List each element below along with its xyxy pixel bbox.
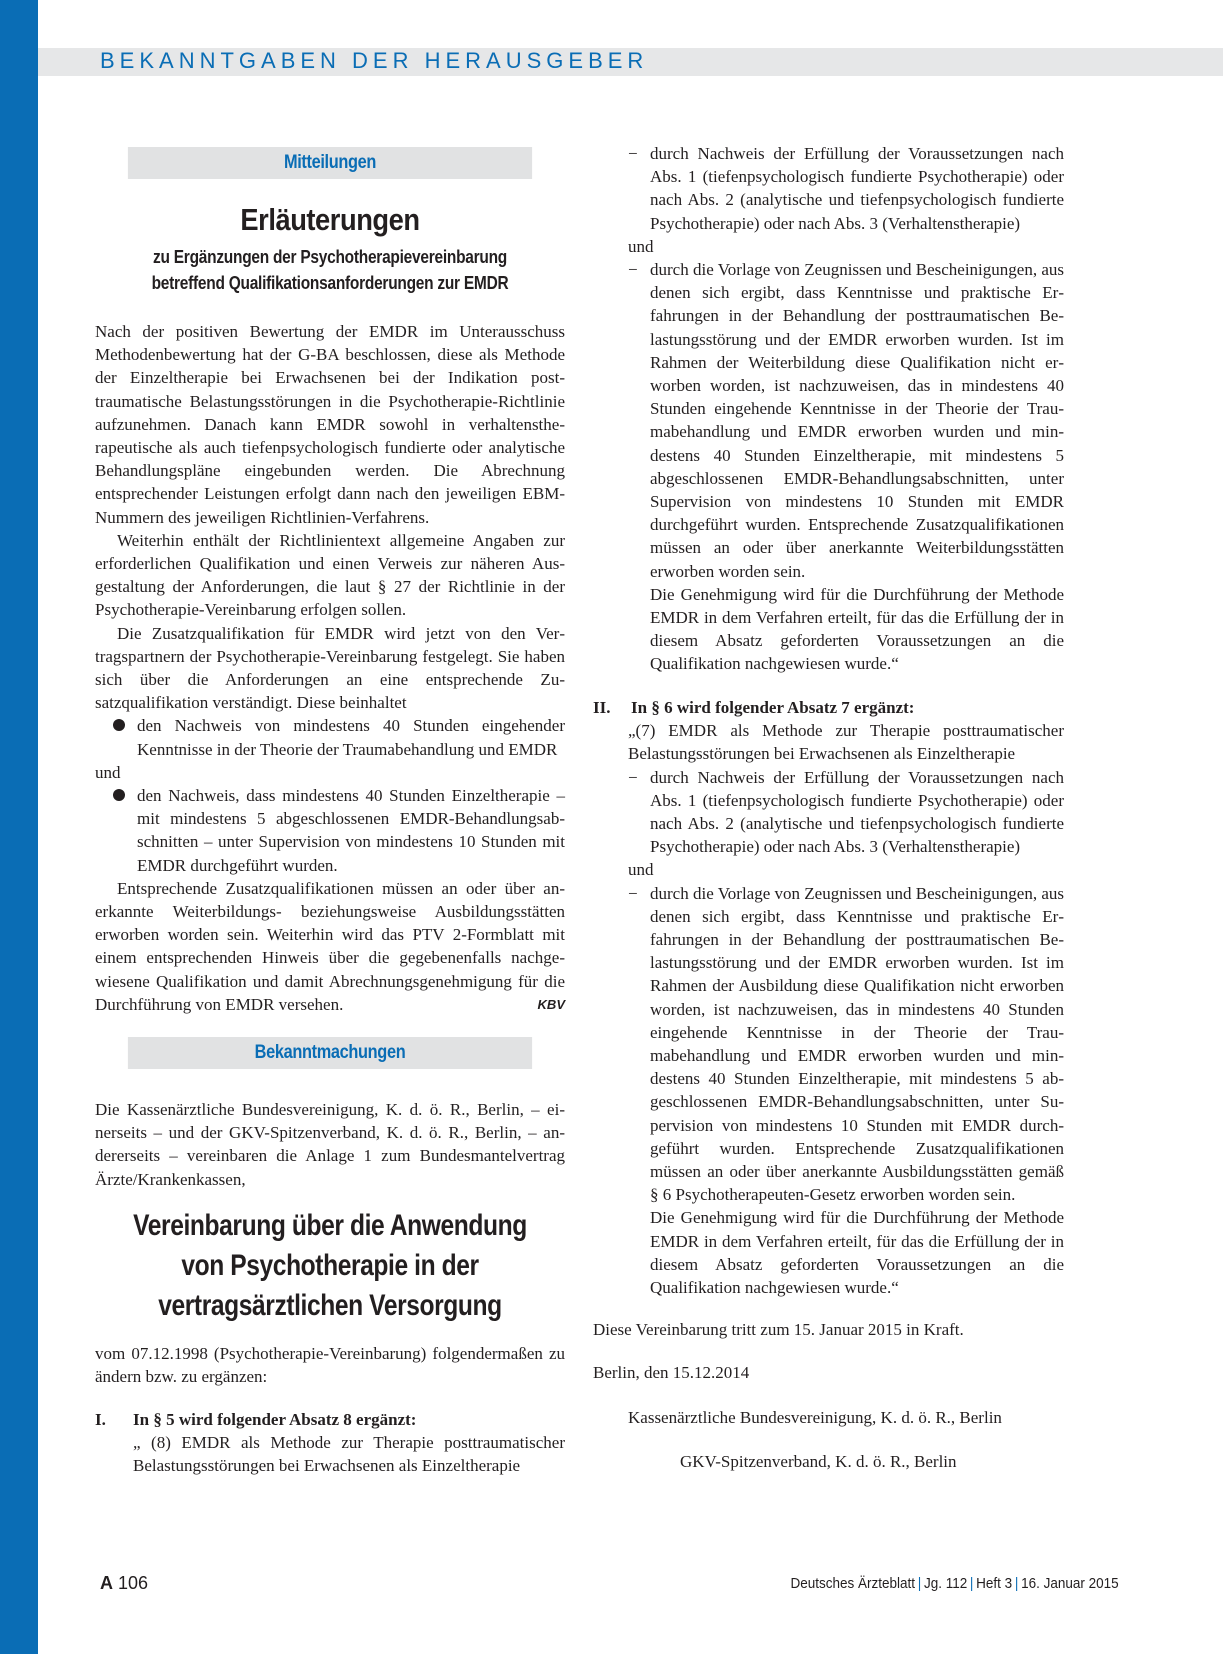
bullet-text: den Nachweis von mindestens 40 Stunden eingehender Kenntnisse in der Theorie der Traumabehandlung und EMDR: [137, 716, 565, 759]
journal-citation: Deutsches Ärzteblatt | Jg. 112 | Heft 3 | 16. Januar 2015: [790, 1575, 1119, 1592]
section-number: II.: [593, 698, 611, 717]
bullet-item: [95, 784, 565, 877]
journal-volume: Jg. 112: [924, 1575, 968, 1592]
section-heading-text: In § 6 wird folgender Absatz 7 ergänzt:: [631, 698, 915, 717]
page-number-value: 106: [118, 1573, 149, 1593]
right-column-top: [628, 142, 1064, 676]
journal-issue: Heft 3: [976, 1575, 1013, 1592]
page-prefix: A: [100, 1573, 113, 1593]
journal-name: Deutsches Ärzteblatt: [790, 1575, 916, 1592]
section-2: [593, 696, 1064, 1299]
dash-item: [628, 766, 1064, 859]
article-title: Erläuterungen: [240, 202, 420, 237]
vom-text: vom 07.12.1998 (Psychotherapie-Vereinbarung) folgendermaßen zu ändern bzw. zu ergänzen:: [95, 1344, 565, 1387]
section-2-text: „(7) EMDR als Methode zur Therapie posttraumatischer Belastungsstörungen bei Erwachsenen als Einzeltherapie: [628, 721, 1064, 764]
dash-text: durch die Vorlage von Zeugnissen und Bescheinigungen, aus denen sich ergibt, dass Kenntnisse und praktische Erfahrungen in der Behandlung der posttraumatischen Belastungsstörung und der EMDR erworben wurden. Ist im Rahmen der Weiterbildung diese Qualifikation nicht erworben worden, ist nachzuweisen, das in mindestens 40 Stunden eingehende Kenntnisse in der Theorie der Traumabehandlung und EMDR erworben wurden und mindestens 40 Stunden Einzeltherapie, mit mindestens 5 abgeschlossenen EMDR-Behandlungsabschnitten, unter Supervision von mindestens 10 Stunden mit EMDR durchgeführt wurden. Entsprechende Zusatzqualifikationen müssen an oder über anerkannte Weiterbildungsstätten erworben worden sein.: [650, 260, 1064, 581]
paragraph-text: Entsprechende Zusatzqualifikationen müssen an oder über anerkannte Weiterbildungs- beziehungsweise Ausbildungsstätten erworben worden sein. Weiterhin wird das PTV 2-Formblatt mit einem entsprechenden Hinweis über die gegebenenfalls nachgewiesene Qualifikation und damit Abrechnungsgenehmigung für die Durchführung von EMDR versehen.: [95, 878, 565, 1014]
dash-item: [628, 882, 1064, 1207]
agreement-date-text: [95, 1342, 565, 1388]
dash-text: durch die Vorlage von Zeugnissen und Bescheinigungen, aus denen sich ergibt, dass Kenntnisse und praktische Erfahrungen in der Behandlung der posttraumatischen Belastungsstörung und der EMDR erworben wurden. Ist im Rahmen der Ausbildung diese Qualifikation nicht erworben worden, ist nachzuweisen, das in mindestens 40 Stunden eingehende Kenntnisse in der Theorie der Traumabehandlung und EMDR erworben wurden und mindestens 40 Stunden Einzeltherapie, mit mindestens 5 abgeschlossenen EMDR-Behandlungsabschnitten, unter Supervision von mindestens 10 Stunden mit EMDR durchgeführt wurden. Entsprechende Zusatzqualifikationen müssen an oder über anerkannte Ausbildungsstätten gemäß § 6 Psychotherapeuten-Gesetz erworben worden sein.: [650, 883, 1064, 1205]
section-1-text: „ (8) EMDR als Methode zur Therapie posttraumatischer Belastungsstörungen bei Erwachsenen als Einzeltherapie: [133, 1433, 565, 1476]
approval-text: Die Genehmigung wird für die Durchführung der Methode EMDR in dem Verfahren erteilt, für das die Erfüllung der in diesem Absatz geforderten Voraussetzungen an die Qualifikation nachgewiesen wurde.“: [650, 1208, 1064, 1298]
page-number: [100, 1573, 148, 1594]
article-subtitle-line-2: betreffend Qualifikationsanforderungen zur EMDR: [151, 273, 509, 293]
mitteilungen-heading: Mitteilungen: [128, 147, 532, 179]
agreement-title-line-1: Vereinbarung über die Anwendung: [133, 1209, 527, 1242]
section-1: [95, 1408, 565, 1478]
signatory-gkv: GKV-Spitzenverband, K. d. ö. R., Berlin: [680, 1452, 957, 1471]
place-date-text: Berlin, den 15.12.2014: [593, 1363, 750, 1382]
bullet-item: [95, 714, 565, 760]
article-body: [95, 320, 565, 1016]
author-tag: KBV: [537, 996, 565, 1012]
conjunction: und: [95, 762, 121, 782]
agreement-title-line-2: von Psychotherapie in der: [181, 1249, 479, 1282]
section-1-heading: [95, 1408, 565, 1431]
section-number: I.: [95, 1410, 106, 1429]
dash-text: durch Nachweis der Erfüllung der Voraussetzungen nach Abs. 1 (tiefenpsychologisch fundierte Psychotherapie) oder nach Abs. 2 (analytische und tiefenpsychologisch fundierte Psychotherapie) oder nach Abs. 3 (Verhaltenstherapie): [650, 144, 1064, 233]
effective-date-text: Diese Vereinbarung tritt zum 15. Januar 2015 in Kraft.: [593, 1320, 964, 1339]
sidebar-accent-bar: [0, 0, 38, 1654]
bullet-text: den Nachweis, dass mindestens 40 Stunden Einzeltherapie – mit mindestens 5 abgeschlossenen EMDR-Behandlungsabschnitten – unter Supervision von mindestens 10 Stunden mit EMDR durchgeführt wurden.: [137, 786, 565, 875]
signatory-kbv: Kassenärztliche Bundesvereinigung, K. d. ö. R., Berlin: [628, 1408, 1002, 1427]
intro-text: Die Kassenärztliche Bundesvereinigung, K. d. ö. R., Berlin, – einerseits – und der GKV-Spitzenverband, K. d. ö. R., Berlin, – andererseits – vereinbaren die Anlage 1 zum Bundesmantelvertrag Ärzte/Krankenkassen,: [95, 1100, 565, 1189]
bullet-icon: [113, 789, 125, 801]
dash-marker: −: [628, 883, 638, 903]
bekanntmachungen-heading: Bekanntmachungen: [128, 1037, 532, 1069]
paragraph: Die Zusatzqualifikation für EMDR wird jetzt von den Vertragspartnern der Psychotherapie-Vereinbarung festgelegt. Sie haben sich über die Anforderungen an eine entsprechende Zusatzqualifikation verständigt. Diese beinhaltet: [95, 623, 565, 713]
section-header: BEKANNTGABEN DER HERAUSGEBER: [100, 48, 649, 73]
agreement-title-line-3: vertragsärztlichen Versorgung: [158, 1289, 502, 1322]
approval-text: Die Genehmigung wird für die Durchführung der Methode EMDR in dem Verfahren erteilt, für das die Erfüllung der in diesem Absatz geforderten Voraussetzungen an die Qualifikation nachgewiesen wurde.“: [650, 584, 1064, 674]
dash-text: durch Nachweis der Erfüllung der Voraussetzungen nach Abs. 1 (tiefenpsychologisch fundierte Psychotherapie) oder nach Abs. 2 (analytische und tiefenpsychologisch fundierte Psychotherapie) oder nach Abs. 3 (Verhaltenstherapie): [650, 767, 1064, 857]
dash-item: [628, 142, 1064, 235]
dash-item: [628, 258, 1064, 583]
paragraph: Weiterhin enthält der Richtlinientext allgemeine Angaben zur erforderlichen Qualifikation und einen Verweis zur näheren Ausgestaltung der Anforderungen, die laut § 27 der Richtlinie in der Psychotherapie-Vereinbarung erfolgen sollen.: [95, 530, 565, 620]
paragraph: Nach der positiven Bewertung der EMDR im Unterausschuss Methodenbewertung hat der G-BA beschlossen, diese als Methode der Einzeltherapie bei Erwachsenen bei der Indikation posttraumatische Belastungsstörungen in die Psychotherapie-Richtlinie aufzunehmen. Danach kann EMDR sowohl in verhaltenstherapeutische als auch tiefenpsychologisch fundierte oder analytische Behandlungspläne eingebunden werden. Die Abrechnung entsprechender Leistungen erfolgt dann nach den jeweiligen EBM-Nummern des jeweiligen Richtlinien-Verfahrens.: [95, 322, 565, 527]
journal-date: 16. Januar 2015: [1021, 1575, 1119, 1592]
paragraph: [95, 877, 565, 1016]
article-subtitle-line-1: zu Ergänzungen der Psychotherapievereinbarung: [153, 247, 507, 267]
intro-paragraph: [95, 1098, 565, 1191]
bullet-icon: [113, 719, 125, 731]
dash-marker: −: [628, 144, 638, 163]
section-2-heading: [593, 696, 1064, 719]
section-heading-text: In § 5 wird folgender Absatz 8 ergänzt:: [133, 1410, 417, 1429]
conjunction: und: [628, 860, 654, 880]
dash-marker: −: [628, 767, 638, 787]
conjunction: und: [628, 236, 654, 256]
dash-marker: −: [628, 260, 638, 280]
